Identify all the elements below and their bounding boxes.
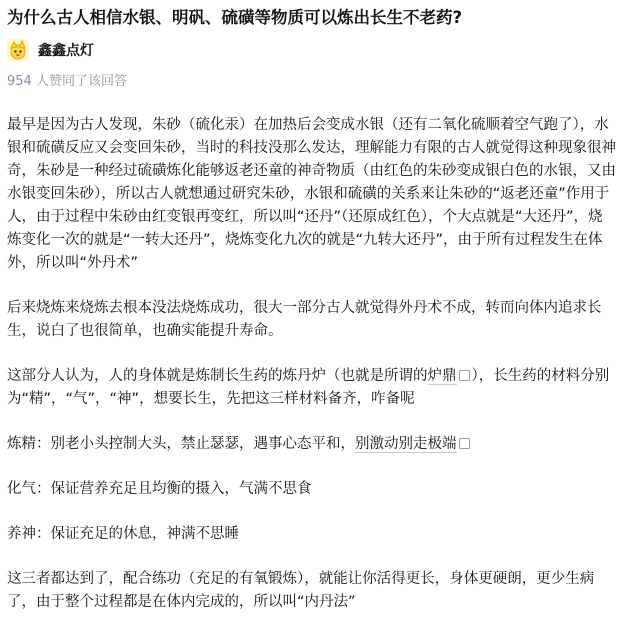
answer-content	[7, 114, 617, 636]
answer-paragraph: 化气：保证营养充足且均衡的摄入，气满不思食	[7, 481, 312, 497]
author-name[interactable]: 鑫鑫点灯	[38, 43, 94, 59]
paragraph-text: ），长生药的材料分别为“精”，“气”，“神”，想要长生，先把这三样材料备齐，咋备呢	[7, 368, 610, 407]
search-box-icon[interactable]	[459, 370, 470, 381]
upvote-count-note: 954 人赞同了该回答	[7, 74, 127, 89]
author-info	[7, 38, 94, 62]
search-box-icon[interactable]	[459, 438, 470, 449]
answer-paragraph	[7, 365, 617, 411]
paragraph-text: 这部分人认为，人的身体就是炼制长生药的炼丹炉（也就是所谓的	[7, 368, 428, 384]
answer-paragraph: 最早是因为古人发现，朱砂（硫化汞）在加热后会变成水银（还有二氧化硫顺着空气跑了），水银和硫磺反应又会变回朱砂，当时的科技没那么发达，理解能力有限的古人就觉得这种现象很神奇，朱砂是一种经过硫磺炼化能够返老还童的神奇物质（由红色的朱砂变成银白色的水银，又由水银变回朱砂），所以古人就想通过研究朱砂，水银和硫磺的关系来让朱砂的“返老还童”作用于人，由于过程中朱砂由红变银再变红，所以叫“还丹”（还原成红色），个大点就是“大还丹”，烧炼变化一次的就是“一转大还丹”，烧炼变化九次的就是“九转大还丹”，由于所有过程发生在体外，所以叫“外丹术”	[7, 117, 616, 271]
answer-paragraph	[7, 433, 617, 456]
cartoon-avatar-icon[interactable]	[7, 39, 29, 61]
answer-paragraph: 后来烧炼来烧炼去根本没法烧炼成功，很大一部分古人就觉得外丹术不成，转而向体内追求长生，说白了也很简单，也确实能提升寿命。	[7, 300, 602, 339]
question-title[interactable]: 为什么古人相信水银、明矾、硫磺等物质可以炼出长生不老药?	[7, 8, 463, 27]
keyword-link[interactable]: 别激动别走极端	[355, 436, 457, 452]
paragraph-text: 炼精：别老小头控制大头，禁止瑟瑟，遇事心态平和，	[7, 436, 355, 452]
answer-paragraph: 这三者都达到了，配合练功（充足的有氧锻炼），就能让你活得更长，身体更硬朗，更少生病了，由于整个过程都是在体内完成的，所以叫“内丹法”	[7, 571, 595, 610]
answer-paragraph: 养神：保证充足的休息，神满不思睡	[7, 526, 239, 542]
keyword-link[interactable]: 炉鼎	[427, 368, 457, 384]
